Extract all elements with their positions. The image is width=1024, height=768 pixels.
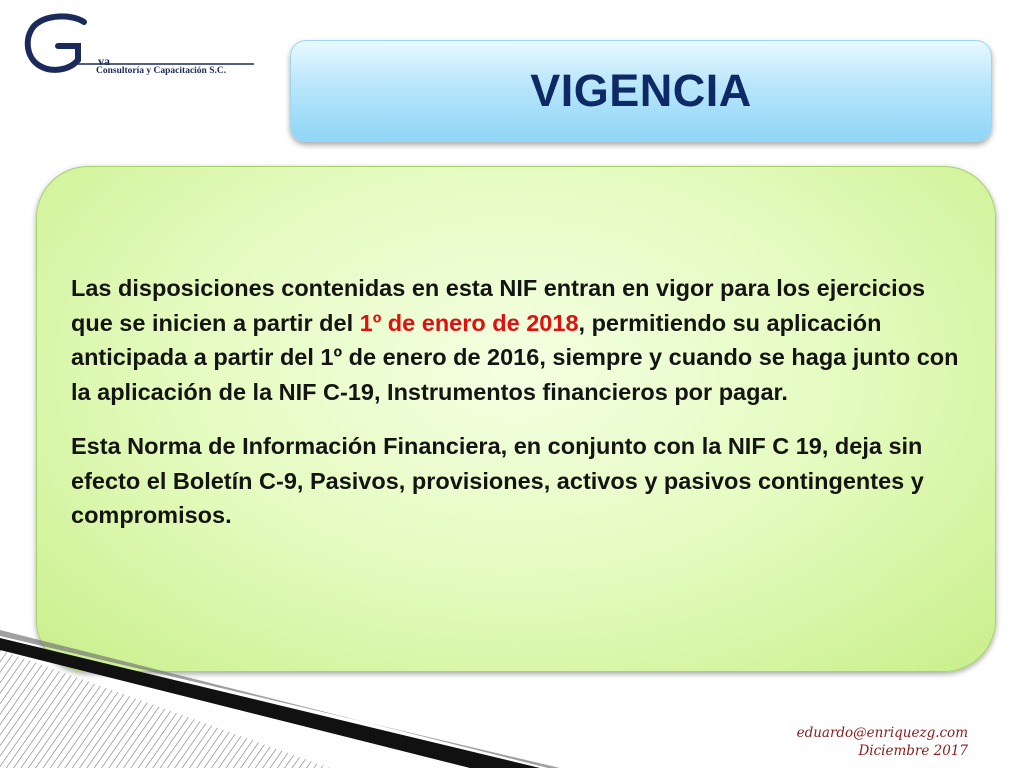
footer-date: Diciembre 2017 (858, 743, 968, 759)
logo-superscript: va (98, 54, 110, 68)
footer-email: eduardo@enriquezg.com (796, 725, 968, 741)
page-title: VIGENCIA (530, 65, 752, 116)
content-panel (36, 166, 996, 672)
title-banner (290, 40, 992, 142)
effective-date-highlight: 1º de enero de 2018 (359, 309, 579, 336)
content-text (71, 271, 961, 553)
paragraph-vigencia (71, 271, 961, 409)
footer (797, 724, 968, 760)
company-name: Consultoría y Capacitación S.C. (96, 66, 227, 76)
paragraph-derogation: Esta Norma de Información Financiera, en conjunto con la NIF C 19, deja sin efecto el Boletín C-9, Pasivos, provisiones, activos y pasivos contingentes y compromisos. (71, 433, 924, 528)
paragraph-1-end: , permitiendo su aplicación anticipada a partir del 1º de enero de 2016, siempre y cuando se haga junto con la aplicación de la NIF C-19, Instrumentos financieros por pagar. (71, 309, 959, 405)
decorative-stripes-icon (0, 630, 560, 768)
paragraph-1-start: Las disposiciones contenidas en esta NIF entran en vigor para los ejercicios que se inicien a partir del (71, 275, 926, 336)
